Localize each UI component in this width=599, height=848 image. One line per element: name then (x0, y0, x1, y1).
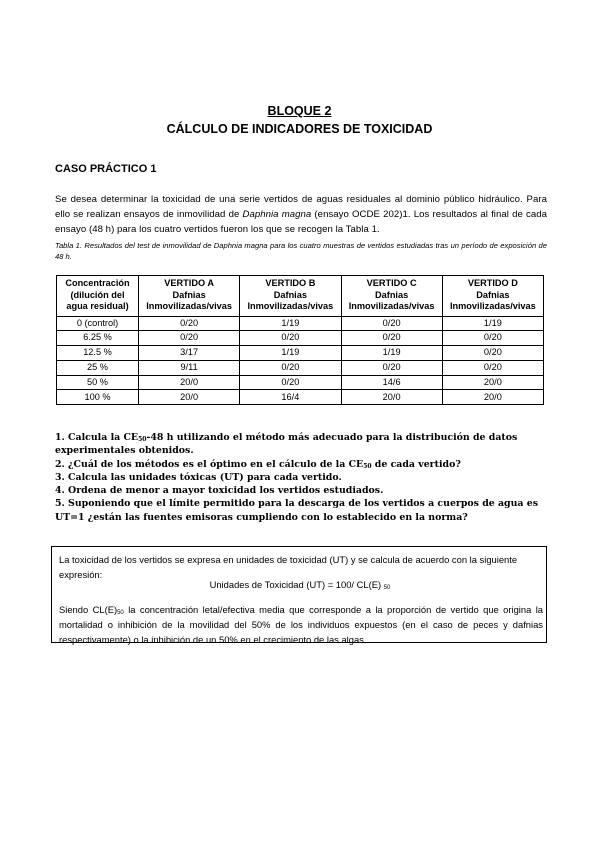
header-line: Dafnias (172, 289, 206, 300)
header-vertido-a (139, 276, 240, 317)
question-2 (55, 458, 555, 471)
table-cell: 1/19 (240, 346, 341, 361)
table-cell: 0/20 (240, 331, 341, 346)
header-line: VERTIDO B (265, 278, 316, 288)
table-cell: 0/20 (341, 316, 442, 331)
table-cell: 0/20 (442, 360, 543, 375)
subscript: 50 (383, 585, 391, 591)
page-title: CÁLCULO DE INDICADORES DE TOXICIDAD (166, 122, 433, 136)
table-cell: 20/0 (139, 375, 240, 390)
table-cell: 0/20 (442, 346, 543, 361)
toxicity-formula (52, 577, 548, 592)
table-cell: 0/20 (240, 375, 341, 390)
header-line: agua residual) (66, 301, 129, 311)
question-text: 1. Calcula la CE (55, 432, 139, 443)
table-row (57, 346, 544, 361)
header-line: VERTIDO C (366, 278, 417, 288)
box-intro: La toxicidad de los vertidos se expresa en unidades de toxicidad (UT) y se calcula de acuerdo con la siguiente expresión: (59, 554, 518, 580)
definition-text: Siendo CL(E) (59, 604, 118, 615)
table-cell: 1/19 (442, 316, 543, 331)
header-vertido-c (341, 276, 442, 317)
table-cell: 12.5 % (57, 346, 139, 361)
table-cell: 20/0 (341, 390, 442, 405)
header-line: Inmovilizadas/vivas (449, 301, 536, 311)
header-vertido-d (442, 276, 543, 317)
subscript: 50 (117, 610, 124, 616)
table-cell: 1/19 (240, 316, 341, 331)
table-cell: 0 (control) (57, 316, 139, 331)
formula-text: Unidades de Toxicidad (UT) = 100/ CL(E) (209, 579, 382, 590)
block-heading: BLOQUE 2 (267, 104, 332, 118)
table-cell: 20/0 (442, 375, 543, 390)
question-text: de cada vertido? (371, 458, 461, 470)
table-row (57, 390, 544, 405)
header-line: VERTIDO A (164, 278, 214, 288)
species-name: Daphnia magna (242, 209, 312, 220)
table-row (57, 375, 544, 390)
intro-paragraph (55, 192, 547, 237)
header-vertido-b (240, 276, 341, 317)
header-line: Inmovilizadas/vivas (348, 301, 435, 311)
table-cell: 20/0 (442, 390, 543, 405)
question-5: 5. Suponiendo que el límite permitido para la descarga de los vertidos a cuerpos de agua es UT=1 ¿están las fuentes emisoras cumpliendo con lo establecido en la norma? (55, 498, 539, 523)
question-text: -48 h utilizando el método más adecuado para la distribución de datos experimentales obtenidos. (55, 432, 518, 457)
table-row (57, 316, 544, 331)
results-table (56, 275, 544, 405)
question-1 (55, 431, 555, 458)
table-cell: 50 % (57, 375, 139, 390)
table-cell: 16/4 (240, 390, 341, 405)
toxicity-info-box (51, 546, 547, 643)
question-3: 3. Calcula las unidades tóxicas (UT) para cada vertido. (55, 471, 342, 483)
table-cell: 1/19 (341, 346, 442, 361)
header-line: Inmovilizadas/vivas (247, 301, 334, 311)
table-cell: 0/20 (139, 316, 240, 331)
definition-text: la concentración letal/efectiva media que corresponde a la proporción de vertido que origina la mortalidad o inhibición de la movilidad del 50% de los individuos expuestos (en el caso de peces y dafnias respectivamente) o la inhibición de un 50% en el crecimiento de las algas. (59, 604, 544, 645)
table-cell: 3/17 (139, 346, 240, 361)
questions-list (55, 431, 555, 524)
table-cell: 0/20 (139, 331, 240, 346)
header-line: (dilución del (70, 289, 125, 300)
table-cell: 100 % (57, 390, 139, 405)
question-text: 2. ¿Cuál de los métodos es el óptimo en el cálculo de la CE (55, 458, 364, 470)
header-line: VERTIDO D (467, 278, 518, 288)
intro-text-1: Se desea determinar la toxicidad de una serie vertidos de aguas residuales al dominio público hidráulico. Para ello se realizan ensayos de inmovilidad de (55, 194, 547, 220)
subscript: 50 (363, 462, 372, 470)
table-cell: 9/11 (139, 360, 240, 375)
header-line: Dafnias (273, 289, 307, 300)
table-row (57, 331, 544, 346)
header-line: Dafnias (375, 289, 409, 300)
table-cell: 20/0 (139, 390, 240, 405)
table-cell: 0/20 (341, 360, 442, 375)
table-header-row (57, 276, 544, 317)
table-cell: 0/20 (240, 360, 341, 375)
header-line: Inmovilizadas/vivas (146, 301, 233, 311)
header-concentration (57, 276, 139, 317)
box-definition (59, 602, 543, 647)
table-cell: 0/20 (341, 331, 442, 346)
table-cell: 0/20 (442, 331, 543, 346)
table-cell: 6.25 % (57, 331, 139, 346)
question-4: 4. Ordena de menor a mayor toxicidad los vertidos estudiados. (55, 485, 384, 497)
table-row (57, 360, 544, 375)
header-line: Concentración (65, 278, 130, 288)
table-caption: Tabla 1. Resultados del test de inmovilidad de Daphnia magna para los cuatro muestras de vertidos estudiadas tras un período de exposición de 48 h. (55, 241, 547, 261)
table-cell: 14/6 (341, 375, 442, 390)
intro-text-2: (ensayo OCDE 202)1. Los resultados al final de cada ensayo (48 h) para los cuatro vertidos fueron los que se recogen la Tabla 1. (55, 209, 547, 235)
table-cell: 25 % (57, 360, 139, 375)
header-line: Dafnias (476, 289, 510, 300)
subscript: 50 (138, 436, 147, 443)
case-title: CASO PRÁCTICO 1 (55, 163, 157, 175)
